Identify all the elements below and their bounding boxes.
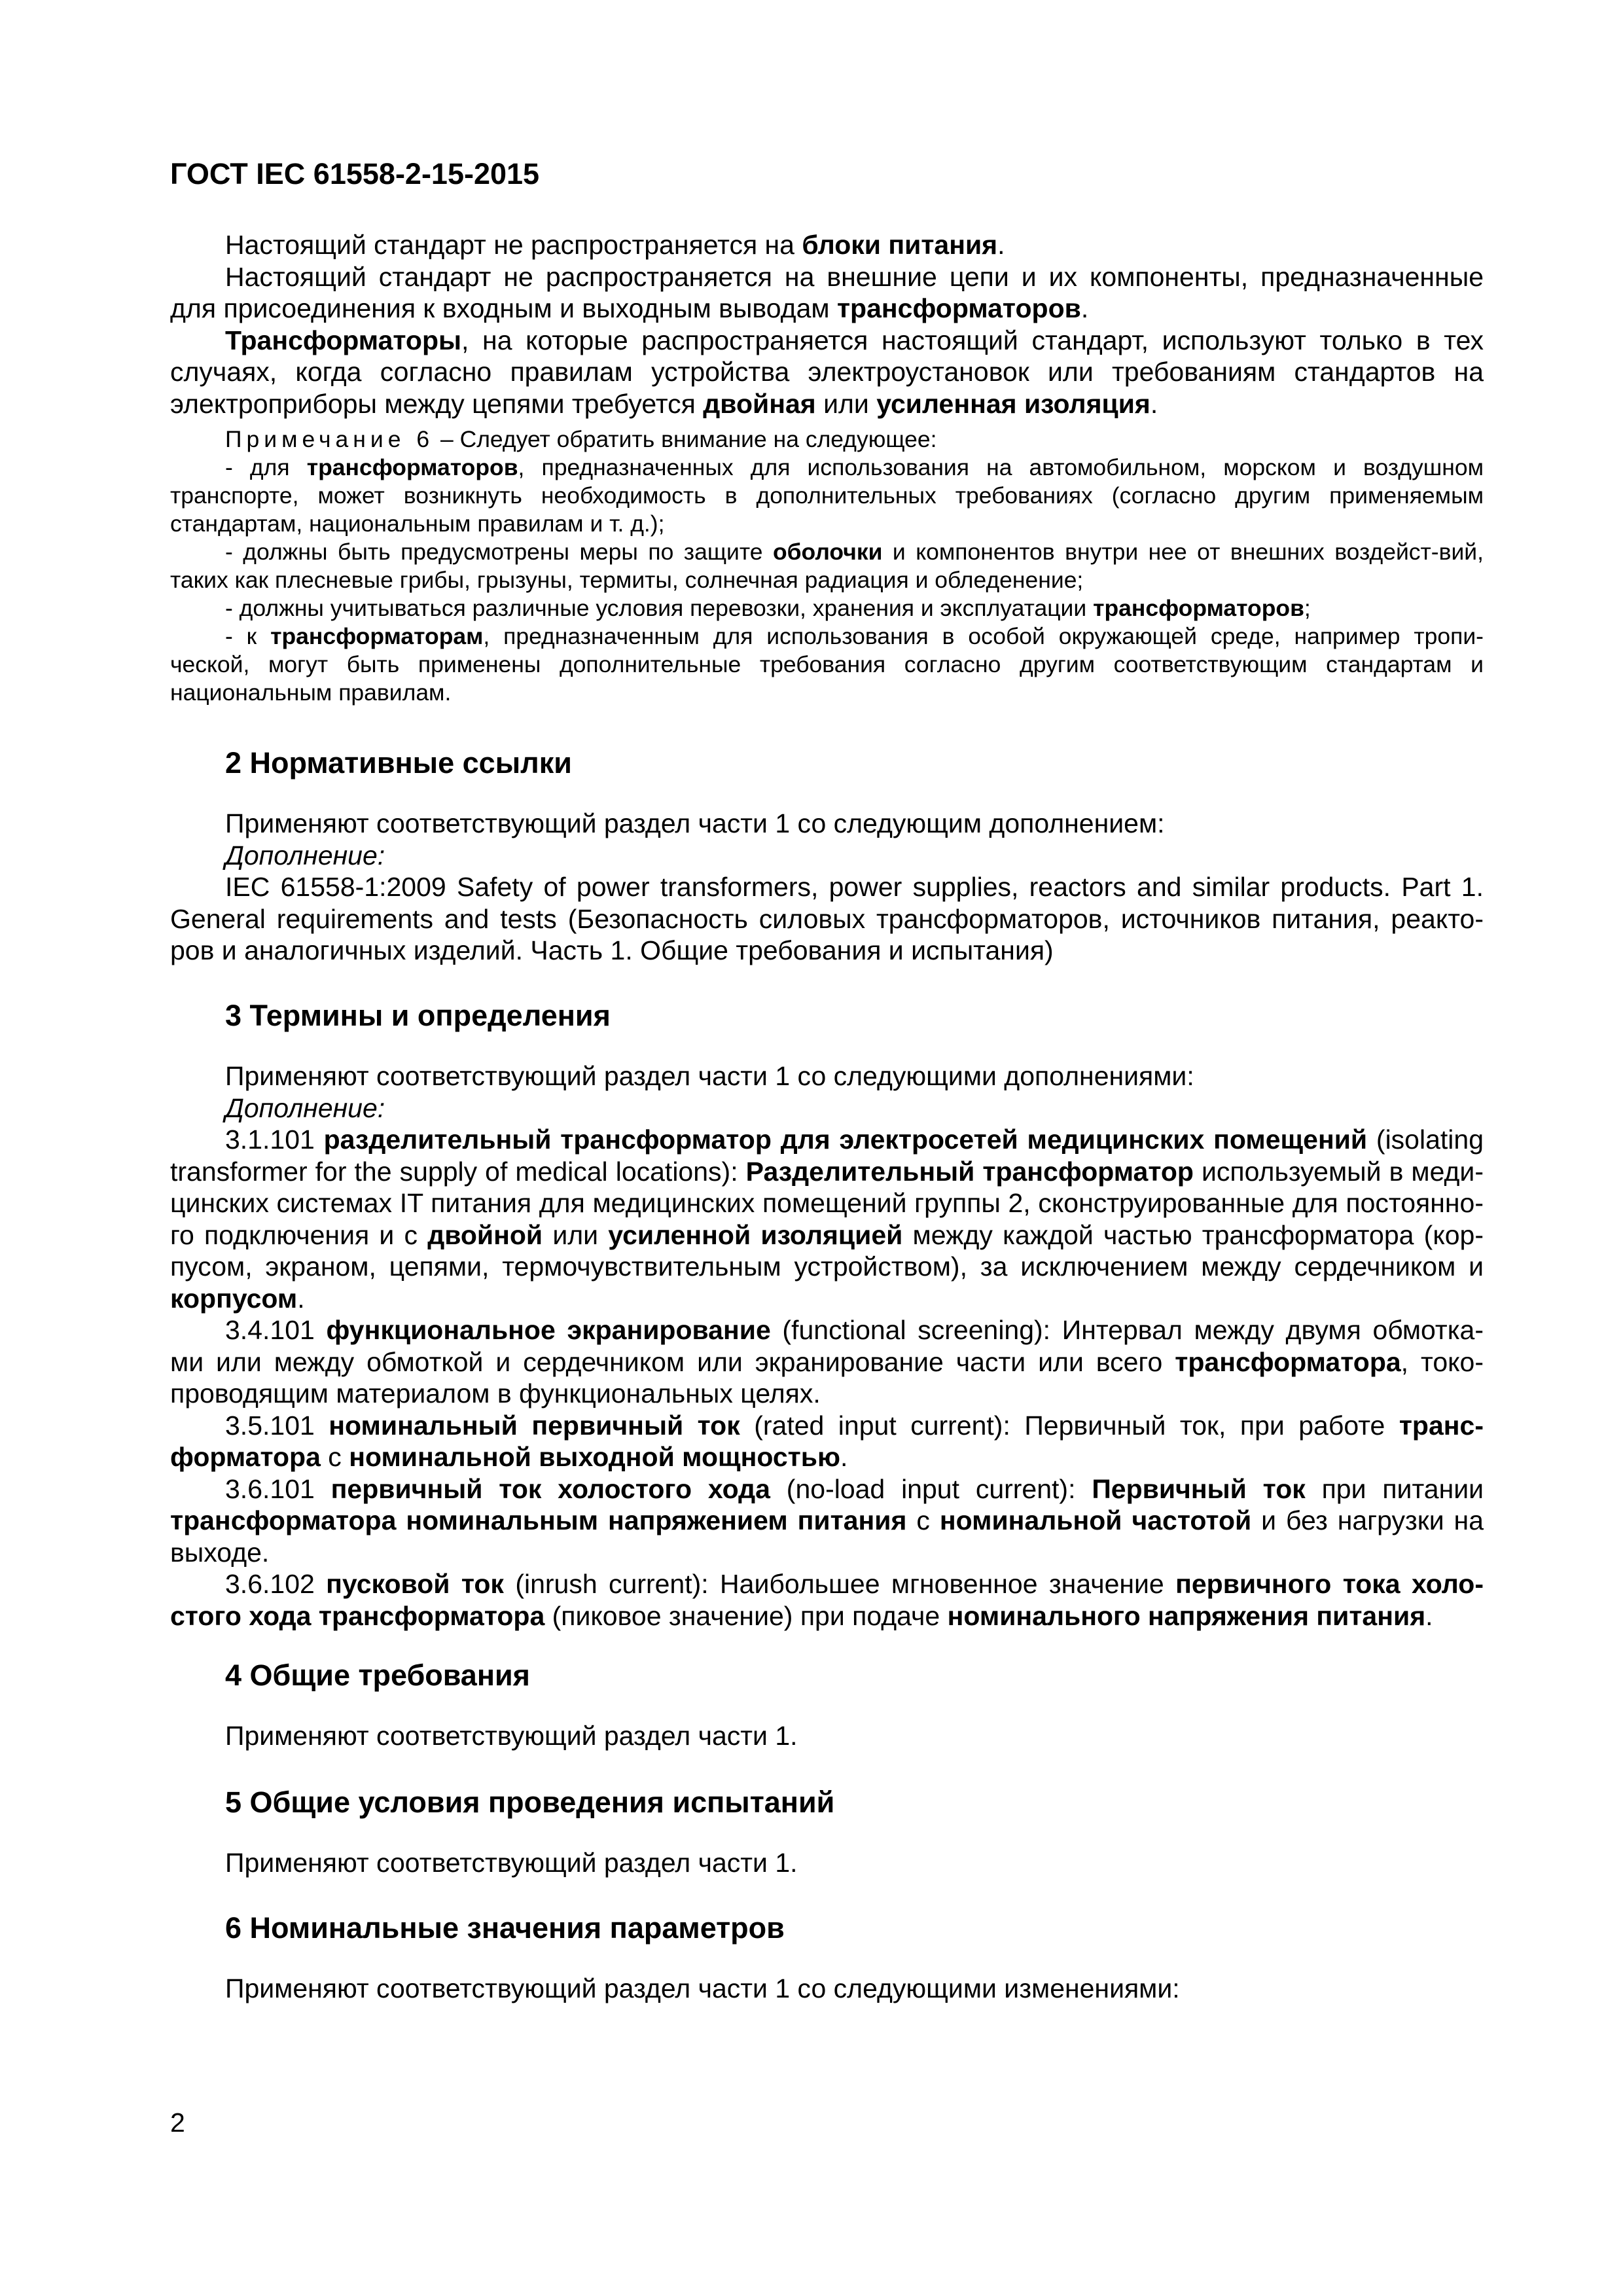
section-body: Применяют соответствующий раздел части 1. [225,1848,798,1878]
intro-paragraph-3: Трансформаторы, на которые распространяется настоящий стандарт, используют только в тех случаях, когда согласно правилам устройства электроустановок или требованиям стандартов на электроприборы между цепями требуется двойная или усиленная изоляция. [170,325,1484,419]
section-title: 5 Общие условия проведения испытаний [225,1785,835,1819]
section-2 [170,745,1484,967]
intro-paragraph-2: Настоящий стандарт не распространяется на внешние цепи и их компоненты, предназначенные для присоединения к входным и выходным выводам трансформаторов. [170,261,1484,323]
definition-3-4-101: 3.4.101 функциональное экранирование (functional screening): Интервал между двумя обмотка-ми или между обмоткой и сердечником или экранирование части или всего трансформатора, токо-проводящим материалом в функциональных целях. [170,1315,1484,1408]
section-intro: Применяют соответствующий раздел части 1 со следующими дополнениями: [225,1061,1194,1091]
section-title: 3 Термины и определения [225,999,611,1032]
section-title: 2 Нормативные ссылки [225,746,572,780]
page-number: 2 [170,2108,185,2138]
definition-3-5-101: 3.5.101 номинальный первичный ток (rated input current): Первичный ток, при работе транс-форматора с номинальной выходной мощностью. [170,1410,1484,1472]
section-body: Применяют соответствующий раздел части 1. [225,1721,798,1751]
section-3 [170,997,1484,1632]
section-4 [170,1657,1484,1752]
note-item: - должны учитываться различные условия перевозки, хранения и эксплуатации трансформаторов; [225,595,1311,621]
intro-paragraph-1: Настоящий стандарт не распространяется на блоки питания. [225,230,1005,260]
note-heading: Примечание 6 – Следует обратить внимание на следующее: [225,426,937,452]
note-label: Примечание 6 [225,426,435,452]
note-item: - для трансформаторов, предназначенных для использования на автомобильном, морском и воздушном транспорте, может возникнуть необходимость в дополнительных требованиях (согласно другим применяемым стандартам, национальным правилам и т. д.); [170,454,1484,537]
section-intro: Применяют соответствующий раздел части 1 со следующим дополнением: [225,808,1165,838]
definition-3-6-101: 3.6.101 первичный ток холостого хода (no-load input current): Первичный ток при питании трансформатора номинальным напряжением питания с номинальной частотой и без нагрузки на выходе. [170,1473,1484,1568]
section-6 [170,1910,1484,2005]
addition-label: Дополнение: [225,840,385,870]
section-body: Применяют соответствующий раздел части 1 со следующими изменениями: [225,1973,1180,2003]
doc-code: ГОСТ IEC 61558-2-15-2015 [170,157,540,190]
intro-block [170,229,1484,420]
section-title: 6 Номинальные значения параметров [225,1911,785,1945]
addition-label: Дополнение: [225,1092,385,1123]
note-item: - к трансформаторам, предназначенным для использования в особой окружающей среде, например тропи-ческой, могут быть применены дополнительные требования согласно другим соответствующим стандартам и национальным правилам. [170,623,1484,706]
definition-3-6-102: 3.6.102 пусковой ток (inrush current): Наибольшее мгновенное значение первичного тока холо-стого хода трансформатора (пиковое значение) при подаче номинального напряжения питания. [170,1569,1484,1631]
section-5 [170,1784,1484,1879]
note-item: - должны быть предусмотрены меры по защите оболочки и компонентов внутри нее от внешних воздейст-вий, таких как плесневые грибы, грызуны, термиты, солнечная радиация и обледенение; [170,539,1484,593]
note-block [170,425,1484,707]
definition-3-1-101: 3.1.101 разделительный трансформатор для электросетей медицинских помещений (isolating transformer for the supply of medical locations): Разделительный трансформатор используемый в меди-цинских системах IT питания для медицинских помещений группы 2, сконструированные для постоянно-го подключения и с двойной или усиленной изоляцией между каждой частью трансформатора (кор-пусом, экраном, цепями, термочувствительным устройством), за исключением между сердечником и корпусом. [170,1124,1484,1314]
normative-reference: IEC 61558-1:2009 Safety of power transformers, power supplies, reactors and similar products. Part 1. General requirements and tests (Безопасность силовых трансформаторов, источников питания, реакто-ров и аналогичных изделий. Часть 1. Общие требования и испытания) [170,872,1484,965]
document-header [170,156,1484,192]
section-title: 4 Общие требования [225,1659,530,1692]
